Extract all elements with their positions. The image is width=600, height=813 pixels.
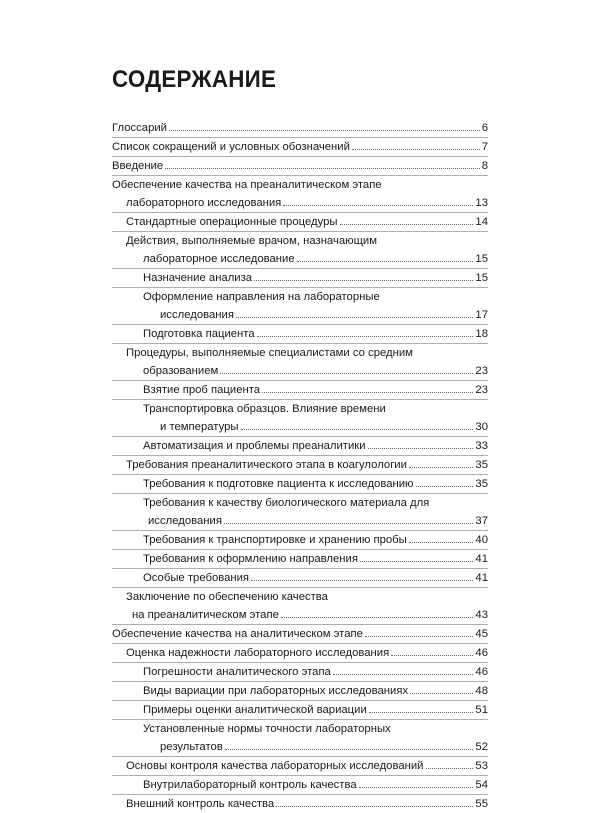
toc-entry[interactable]	[112, 194, 488, 212]
toc-entry[interactable]	[112, 794, 488, 813]
toc-page-number: 46	[475, 647, 488, 659]
dot-leader	[165, 168, 480, 169]
toc-entry[interactable]	[112, 775, 488, 794]
dot-leader	[169, 130, 480, 131]
toc-entry[interactable]	[112, 568, 488, 587]
toc-entry[interactable]	[112, 530, 488, 549]
toc-entry[interactable]	[112, 306, 488, 324]
toc-entry-title: Транспортировка образцов. Влияние времени	[143, 403, 386, 415]
toc-entry-title: Внешний контроль качества	[126, 798, 275, 810]
toc-page-number: 30	[475, 421, 488, 433]
toc-entry[interactable]	[112, 418, 488, 436]
toc-entry[interactable]	[112, 287, 488, 306]
toc-entry-title: исследования	[148, 515, 222, 527]
toc-entry-title: на преаналитическом этапе	[132, 609, 279, 621]
toc-page-number: 6	[481, 122, 488, 134]
toc-page-number: 51	[475, 704, 488, 716]
toc-entry[interactable]	[112, 738, 488, 756]
dot-leader	[409, 542, 473, 543]
toc-entry-title: лабораторное исследование	[143, 253, 295, 265]
dot-leader	[220, 373, 473, 374]
dot-leader	[359, 787, 473, 788]
toc-page-number: 35	[475, 459, 488, 471]
toc-entry[interactable]	[112, 380, 488, 399]
toc-entry[interactable]	[112, 512, 488, 530]
toc-entry-title: Назначение анализа	[143, 272, 253, 284]
dot-leader	[236, 317, 473, 318]
dot-leader	[241, 429, 473, 430]
table-of-contents	[112, 119, 488, 813]
toc-entry[interactable]	[112, 700, 488, 719]
toc-entry-title: Требования к подготовке пациента к исследованию	[143, 478, 414, 490]
dot-leader	[368, 448, 473, 449]
toc-page-number: 35	[475, 478, 488, 490]
dot-leader	[409, 467, 473, 468]
toc-entry[interactable]	[112, 549, 488, 568]
toc-entry-title: Особые требования	[143, 572, 250, 584]
toc-page-number: 54	[475, 779, 488, 791]
toc-page-number: 18	[475, 328, 488, 340]
toc-entry-title: Введение	[112, 160, 164, 172]
page-title: СОДЕРЖАНИЕ	[112, 66, 277, 93]
toc-page-number: 37	[475, 515, 488, 527]
toc-entry-title: Виды вариации при лабораторных исследованиях	[143, 685, 409, 697]
toc-entry-title: Требования преаналитического этапа в коагулологии	[126, 459, 407, 471]
toc-entry[interactable]	[112, 719, 488, 738]
toc-entry-title: Обеспечение качества на аналитическом этапе	[112, 628, 363, 640]
toc-entry-title: лабораторного исследования	[126, 197, 282, 209]
toc-entry[interactable]	[112, 624, 488, 643]
toc-entry-title: Действия, выполняемые врачом, назначающим	[126, 235, 377, 247]
toc-page-number: 46	[475, 666, 488, 678]
toc-entry[interactable]	[112, 455, 488, 474]
toc-page-number: 17	[475, 309, 488, 321]
toc-entry[interactable]	[112, 231, 488, 250]
toc-entry[interactable]	[112, 662, 488, 681]
toc-entry-title: Процедуры, выполняемые специалистами со средним	[126, 347, 413, 359]
toc-entry-title: Стандартные операционные процедуры	[126, 216, 338, 228]
toc-page-number: 43	[475, 609, 488, 621]
dot-leader	[281, 617, 473, 618]
dot-leader	[283, 205, 473, 206]
toc-entry-title: Глоссарий	[112, 122, 167, 134]
toc-page-number: 41	[475, 572, 488, 584]
toc-entry-title: Автоматизация и проблемы преаналитики	[143, 440, 366, 452]
dot-leader	[333, 674, 473, 675]
toc-entry[interactable]	[112, 756, 488, 775]
toc-page-number: 40	[475, 534, 488, 546]
toc-entry-title: Установленные нормы точности лабораторных	[143, 723, 391, 735]
toc-page-number: 55	[475, 798, 488, 810]
toc-entry-title: и температуры	[160, 421, 239, 433]
dot-leader	[251, 580, 473, 581]
toc-page-number: 41	[475, 553, 488, 565]
toc-page-number: 15	[475, 272, 488, 284]
toc-entry[interactable]	[112, 343, 488, 362]
toc-entry[interactable]	[112, 362, 488, 380]
toc-entry[interactable]	[112, 606, 488, 624]
toc-entry[interactable]	[112, 212, 488, 231]
toc-entry-title: Оценка надежности лабораторного исследования	[126, 647, 390, 659]
dot-leader	[426, 768, 473, 769]
toc-entry-title: Заключение по обеспечению качества	[126, 591, 328, 603]
dot-leader	[369, 712, 473, 713]
toc-entry-title: Подготовка пациента	[143, 328, 255, 340]
toc-entry[interactable]	[112, 399, 488, 418]
toc-entry-title: Обеспечение качества на преаналитическом этапе	[112, 179, 382, 191]
toc-page-number: 52	[475, 741, 488, 753]
toc-entry-title: Требования к транспортировке и хранению пробы	[143, 534, 407, 546]
toc-entry-title: Примеры оценки аналитической вариации	[143, 704, 367, 716]
toc-entry[interactable]	[112, 268, 488, 287]
toc-entry[interactable]	[112, 681, 488, 700]
dot-leader	[257, 336, 473, 337]
dot-leader	[352, 149, 480, 150]
toc-page-number: 7	[481, 141, 488, 153]
toc-page-number: 53	[475, 760, 488, 772]
toc-entry[interactable]	[112, 137, 488, 156]
dot-leader	[416, 486, 473, 487]
toc-entry[interactable]	[112, 493, 488, 512]
toc-page-number: 8	[481, 160, 488, 172]
toc-entry[interactable]	[112, 474, 488, 493]
toc-entry-title: результатов	[160, 741, 223, 753]
dot-leader	[410, 693, 473, 694]
toc-entry[interactable]	[112, 324, 488, 343]
dot-leader	[224, 523, 473, 524]
toc-entry-title: образованием	[143, 365, 219, 377]
dot-leader	[254, 280, 473, 281]
toc-entry-title: Оформление направления на лабораторные	[143, 291, 380, 303]
toc-entry[interactable]	[112, 643, 488, 662]
toc-page-number: 14	[475, 216, 488, 228]
toc-page-number: 48	[475, 685, 488, 697]
toc-entry-title: Требования к оформлению направления	[143, 553, 358, 565]
toc-page-number: 45	[475, 628, 488, 640]
toc-entry[interactable]	[112, 119, 488, 137]
toc-entry-title: Основы контроля качества лабораторных исследований	[126, 760, 424, 772]
toc-entry[interactable]	[112, 250, 488, 268]
toc-page-number: 13	[475, 197, 488, 209]
toc-entry-title: Список сокращений и условных обозначений	[112, 141, 350, 153]
dot-leader	[365, 636, 473, 637]
toc-entry-title: Внутрилабораторный контроль качества	[143, 779, 357, 791]
dot-leader	[360, 561, 473, 562]
dot-leader	[297, 261, 473, 262]
dot-leader	[391, 655, 473, 656]
toc-entry[interactable]	[112, 175, 488, 194]
dot-leader	[276, 806, 473, 807]
toc-entry[interactable]	[112, 436, 488, 455]
toc-page-number: 15	[475, 253, 488, 265]
dot-leader	[340, 224, 473, 225]
toc-page-number: 33	[475, 440, 488, 452]
toc-entry-title: Требования к качеству биологического материала для	[143, 497, 430, 509]
toc-page-number: 23	[475, 365, 488, 377]
toc-entry-title: Взятие проб пациента	[143, 384, 261, 396]
toc-page-number: 23	[475, 384, 488, 396]
toc-entry-title: исследования	[160, 309, 234, 321]
toc-entry[interactable]	[112, 587, 488, 606]
toc-entry-title: Погрешности аналитического этапа	[143, 666, 331, 678]
toc-entry[interactable]	[112, 156, 488, 175]
dot-leader	[262, 392, 473, 393]
